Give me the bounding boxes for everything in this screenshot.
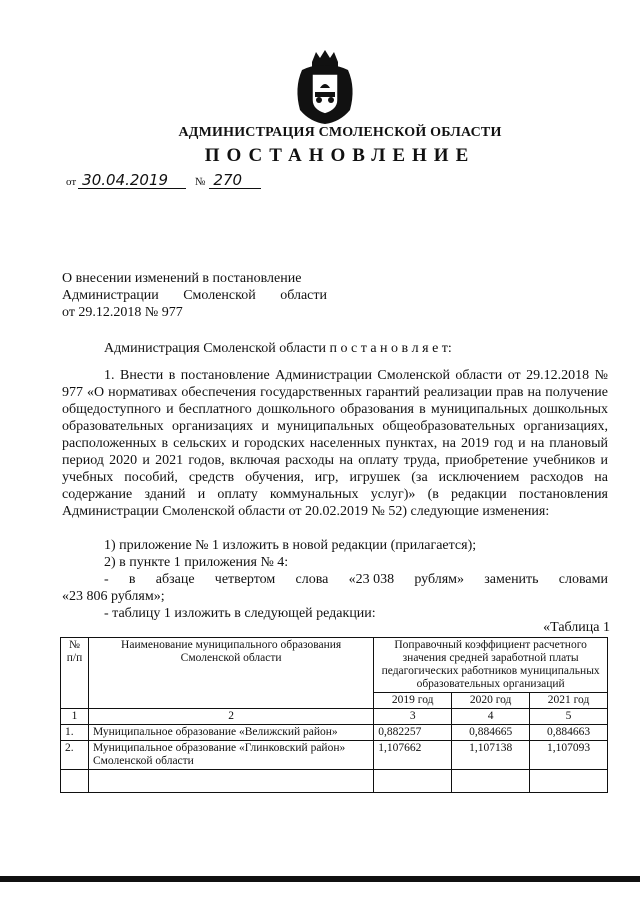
header-number: № п/п <box>61 638 89 709</box>
page-bottom-divider <box>0 876 640 882</box>
table-header-row <box>61 638 608 693</box>
list-item <box>62 571 608 605</box>
header-year: 2021 год <box>530 693 608 709</box>
decree-number: 270 <box>209 172 261 189</box>
table-index-row: 1 2 3 4 5 <box>61 709 608 725</box>
row-number: 2. <box>61 741 89 770</box>
table-caption: «Таблица 1 <box>543 620 610 635</box>
decree-date-number <box>66 172 261 189</box>
row-name: Муниципальное образование «Велижский район» <box>88 725 373 741</box>
dash-item-continuation: «23 806 рублям»; <box>62 589 165 604</box>
row-value-2021: 1,107093 <box>530 741 608 770</box>
date-prefix: от <box>66 176 77 188</box>
list-item: - таблицу 1 изложить в следующей редакции: <box>104 606 376 621</box>
row-number: 1. <box>61 725 89 741</box>
header-year: 2019 год <box>374 693 452 709</box>
coefficients-table <box>60 637 608 793</box>
header-name: Наименование муниципального образования Смоленской области <box>88 638 373 709</box>
number-prefix: № <box>194 176 206 188</box>
smolensk-coat-of-arms-emblem <box>290 48 360 128</box>
dash-item-row: - в абзаце четвертом слова «23 038 рублям» заменить словами <box>104 572 608 587</box>
decree-date: 30.04.2019 <box>78 172 186 189</box>
table-row <box>61 741 608 770</box>
row-value-2020: 0,884665 <box>452 725 530 741</box>
row-value-2020: 1,107138 <box>452 741 530 770</box>
row-value-2019: 1,107662 <box>374 741 452 770</box>
resolution-intro: Администрация Смоленской области п о с т а н о в л я е т: <box>104 341 452 356</box>
header-year: 2020 год <box>452 693 530 709</box>
document-type-title: ПОСТАНОВЛЕНИЕ <box>204 145 476 166</box>
row-value-2021: 0,884663 <box>530 725 608 741</box>
subject-line: от 29.12.2018 № 977 <box>62 305 183 320</box>
header-coefficient: Поправочный коэффициент расчетного значения средней заработной платы педагогических работников муниципальных образовательных организаций <box>374 638 608 693</box>
subject-line: О внесении изменений в постановление <box>62 271 302 286</box>
organization-title: АДМИНИСТРАЦИЯ СМОЛЕНСКОЙ ОБЛАСТИ <box>178 125 502 140</box>
subject-line: Администрации Смоленской области <box>62 288 327 303</box>
list-item: 1) приложение № 1 изложить в новой редакции (прилагается); <box>104 538 477 553</box>
paragraph-1: 1. Внести в постановление Администрации Смоленской области от 29.12.2018 № 977 «О нормативах обеспечения государственных гарантий реализации прав на получение общедоступного и бесплатного дошкольного образования в муниципальных дошкольных образовательных организациях и муниципальных общеобразовательных организациях, расположенных в сельских и городских населенных пунктах, на 2019 год и на плановый период 2020 и 2021 годов, включая расходы на оплату труда, приобретение учебников и учебных пособий, средств обучения, игр, игрушек (за исключением расходов на содержание зданий и оплату коммунальных услуг)» (в редакции постановления Администрации Смоленской области от 20.02.2019 № 52) следующие изменения: <box>62 368 608 519</box>
list-item: 2) в пункте 1 приложения № 4: <box>104 555 289 570</box>
table-row-empty <box>61 770 608 793</box>
row-value-2019: 0,882257 <box>374 725 452 741</box>
row-name: Муниципальное образование «Глинковский район» Смоленской области <box>88 741 373 770</box>
decree-subject <box>62 270 327 321</box>
table-row <box>61 725 608 741</box>
